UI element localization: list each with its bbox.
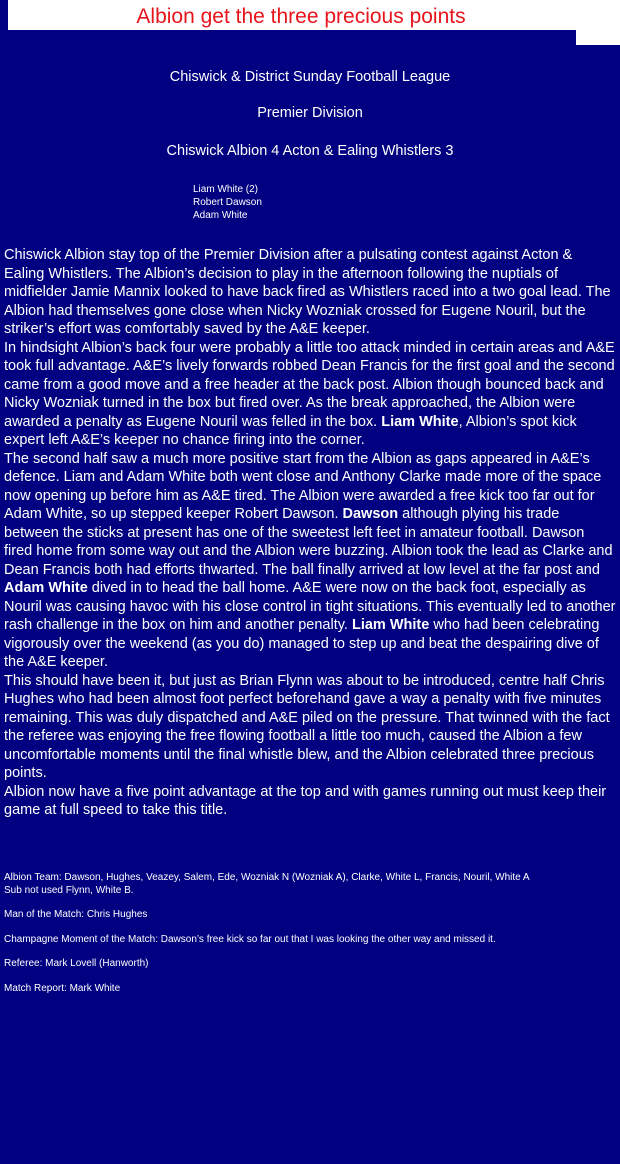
report-text: , Albion’s spot kick expert left A&E’s keeper no chance firing into the corner.	[4, 413, 577, 448]
scorers-list	[193, 184, 262, 222]
report-paragraph-2	[4, 339, 616, 450]
report-paragraph-1: Chiswick Albion stay top of the Premier Division after a pulsating contest against Acton & Ealing Whistlers. The Albion’s decision to play in the afternoon following the nuptials of midfielder Jamie Mannix looked to have back fired as Whistlers raced into a two goal lead. The Albion had themselves gone close when Nicky Wozniak crossed for Eugene Nouril, but the striker’s effort was comfortably saved by the A&E keeper.	[4, 247, 611, 337]
report-paragraph-4: This should have been it, but just as Brian Flynn was about to be introduced, centre half Chris Hughes who had been almost foot perfect beforehand gave a way a penalty with five minutes remaining. This was duly dispatched and A&E piled on the pressure. That twinned with the fact the referee was enjoying the free flowing football a little too much, caused the Albion a few uncomfortable moments until the final whistle blew, and the Albion celebrated three precious points.	[4, 672, 610, 781]
match-result: Chiswick Albion 4 Acton & Ealing Whistlers 3	[166, 143, 454, 159]
player-name-bold: Liam White	[381, 413, 459, 430]
player-name-bold: Liam White	[351, 617, 430, 633]
page-title: Albion get the three precious points	[136, 5, 466, 28]
team-list: Albion Team: Dawson, Hughes, Veazey, Salem, Ede, Wozniak N (Wozniak A), Clarke, White L, Francis, Nouril, White A	[4, 872, 530, 883]
referee: Referee: Mark Lovell (Hanworth)	[4, 958, 149, 969]
match-details	[4, 872, 616, 1007]
scorer-item: Liam White (2)	[193, 184, 259, 195]
league-name: Chiswick & District Sunday Football League	[169, 69, 451, 85]
report-paragraph-3	[4, 450, 616, 672]
match-report	[4, 246, 616, 820]
report-text: who had been celebrating vigorously over the weekend (as you do) managed to step up and beat the despairing dive of the A&E keeper.	[4, 617, 600, 670]
report-paragraph-5: Albion now have a five point advantage at the top and with games running out must keep their game at full speed to take this title.	[4, 783, 607, 818]
report-text: although plying his trade between the sticks at present has one of the sweetest left feet in amateur football. Dawson fired home from some way out and the Albion were buzzing. Albion took the lead as Clarke and Dean Francis both had efforts thwarted. The ball finally arrived at low level at the far post and	[4, 506, 613, 578]
report-text: The second half saw a much more positive start from the Albion as gaps appeared in A&E’s defence. Liam and Adam White both went close and Anthony Clarke made more of the space now opening up before him as A&E tired. The Albion were awarded a free kick too far out for Adam White, so up stepped keeper Robert Dawson.	[4, 450, 602, 522]
champagne-moment: Champagne Moment of the Match: Dawson’s free kick so far out that I was looking the other way and missed it.	[4, 933, 496, 945]
player-name-bold: Dawson	[342, 506, 399, 522]
scorer-item: Robert Dawson	[193, 196, 262, 208]
player-name-bold: Adam White	[4, 580, 88, 596]
scorer-item: Adam White	[193, 209, 248, 221]
report-text: In hindsight Albion’s back four were probably a little too attack minded in certain areas and A&E took full advantage. A&E’s lively forwards robbed Dean Francis for the first goal and the second came from a good move and a free header at the back post. Albion though bounced back and Nicky Wozniak turned in the box but fired over. As the break approached, the Albion were awarded a penalty as Eugene Nouril was felled in the box.	[4, 339, 615, 430]
report-text: dived in to head the ball home. A&E were now on the back foot, especially as Nouril was causing havoc with his close control in tight situations. This eventually led to another rash challenge in the box on him and another penalty.	[4, 580, 616, 633]
team-lineup	[4, 872, 616, 897]
man-of-the-match: Man of the Match: Chris Hughes	[4, 909, 148, 920]
report-author: Match Report: Mark White	[4, 982, 121, 994]
subs-list: Sub not used Flynn, White B.	[4, 884, 134, 896]
division-name: Premier Division	[257, 105, 363, 121]
